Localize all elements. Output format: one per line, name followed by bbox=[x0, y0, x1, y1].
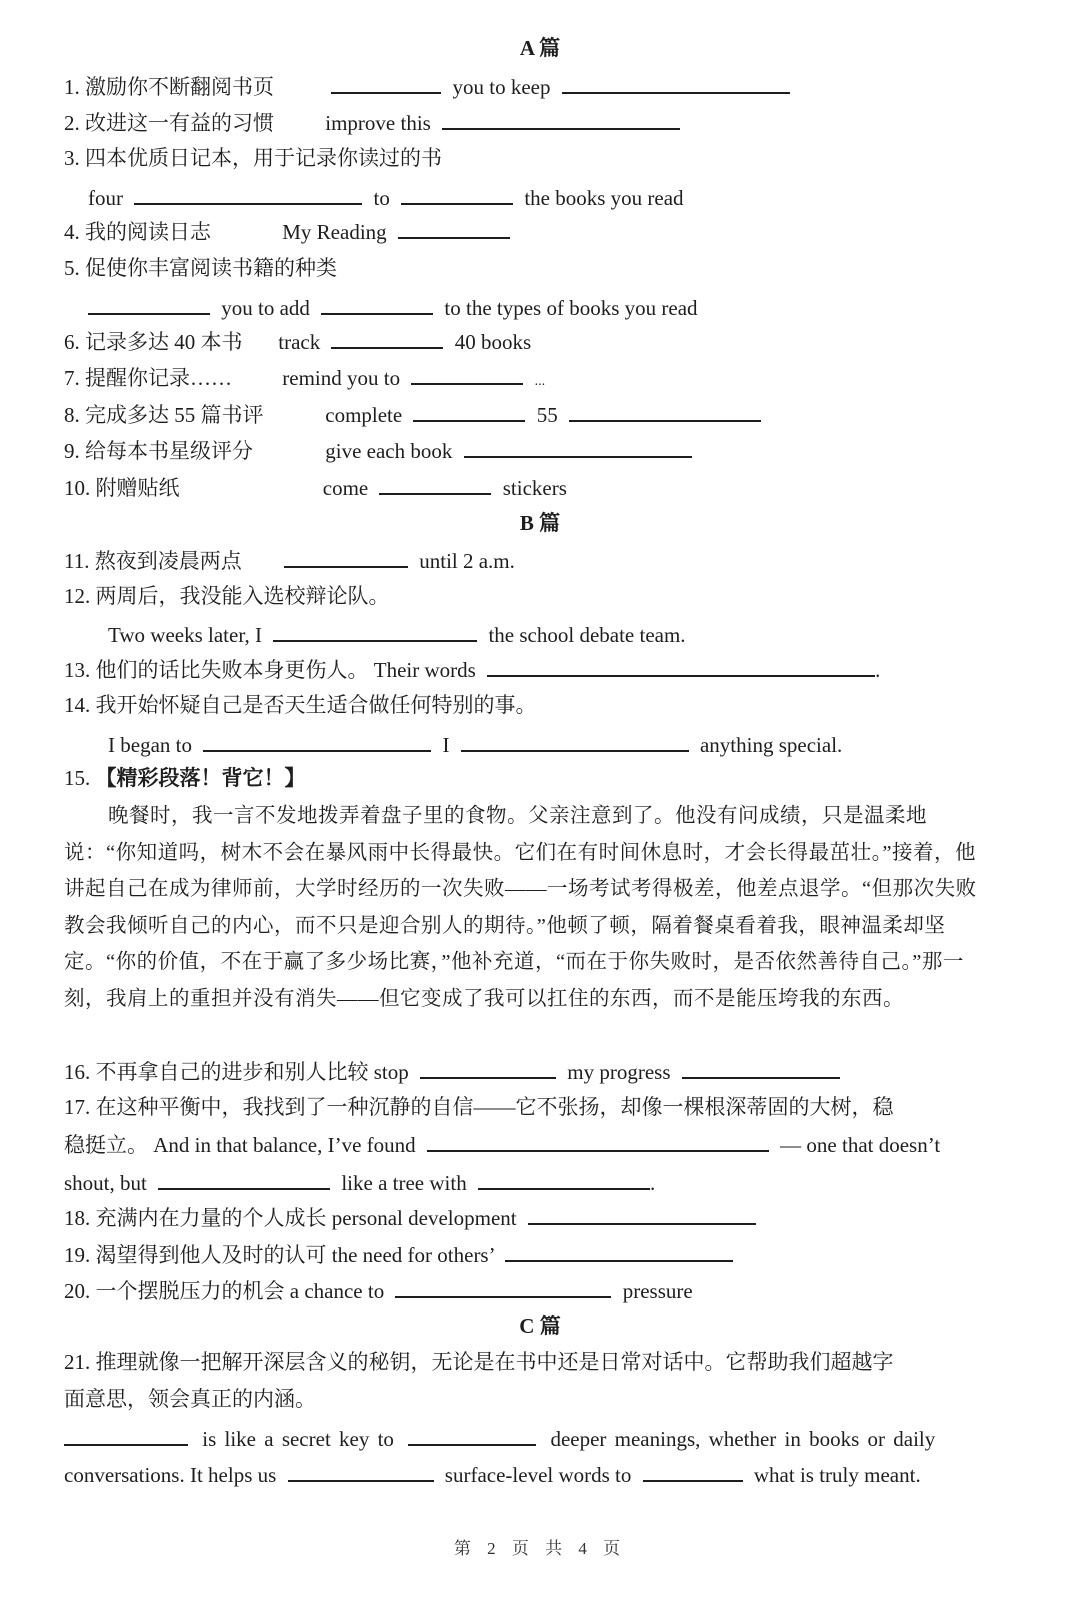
blank-input[interactable] bbox=[569, 400, 761, 422]
question-20: 20. 一个摆脱压力的机会 a chance to pressure bbox=[64, 1276, 693, 1305]
blank-input[interactable] bbox=[464, 436, 692, 458]
question-2: 2. 改进这一有益的习惯 improve this bbox=[64, 108, 686, 137]
blank-input[interactable] bbox=[273, 620, 477, 642]
question-12: 12. 两周后，我没能入选校辩论队。 bbox=[64, 584, 390, 608]
blank-input[interactable] bbox=[284, 546, 408, 568]
question-17-english-1: 稳挺立。 And in that balance, I’ve found — one that doesn’t bbox=[64, 1130, 940, 1159]
question-3: 3. 四本优质日记本，用于记录你读过的书 bbox=[64, 146, 442, 170]
section-c-heading: C 篇 bbox=[519, 1314, 561, 1338]
question-14: 14. 我开始怀疑自己是否天生适合做任何特别的事。 bbox=[64, 693, 537, 717]
page-number: 第 2 页 共 4 页 bbox=[453, 1539, 627, 1558]
blank-input[interactable] bbox=[64, 1424, 188, 1446]
blank-input[interactable] bbox=[478, 1168, 650, 1190]
blank-input[interactable] bbox=[401, 183, 513, 205]
question-3-english: four to the books you read bbox=[88, 183, 684, 212]
blank-input[interactable] bbox=[487, 655, 875, 677]
question-19: 19. 渴望得到他人及时的认可 the need for others’ bbox=[64, 1240, 739, 1269]
question-11: 11. 熬夜到凌晨两点 until 2 a.m. bbox=[64, 546, 515, 575]
question-9: 9. 给每本书星级评分 give each book bbox=[64, 436, 698, 465]
blank-input[interactable] bbox=[331, 72, 441, 94]
blank-input[interactable] bbox=[442, 108, 680, 130]
blank-input[interactable] bbox=[203, 730, 431, 752]
blank-input[interactable] bbox=[395, 1276, 611, 1298]
question-4: 4. 我的阅读日志 My Reading bbox=[64, 217, 516, 246]
blank-input[interactable] bbox=[413, 400, 525, 422]
question-21: 21. 推理就像一把解开深层含义的秘钥，无论是在书中还是日常对话中。它帮助我们超越字 bbox=[64, 1350, 894, 1374]
question-5-english: you to add to the types of books you read bbox=[88, 293, 698, 322]
blank-input[interactable] bbox=[528, 1203, 756, 1225]
section-b-heading: B 篇 bbox=[519, 511, 561, 535]
question-21-cn-cont: 面意思，领会真正的内涵。 bbox=[64, 1387, 316, 1411]
model-paragraph: 晚餐时，我一言不发地拨弄着盘子里的食物。父亲注意到了。他没有问成绩，只是温柔地说：“你知道吗，树木不会在暴风雨中长得最快。它们在有时间休息时，才会长得最茁壮。”接着，他讲起自己在成为律师前，大学时经历的一次失败——一场考试考得极差，他差点退学。“但那次失败教会我倾听自己的内心，而不只是迎合别人的期待。”他顿了顿，隔着餐桌看着我，眼神温柔却坚定。“你的价值，不在于赢了多少场比赛，”他补充道，“而在于你失败时，是否依然善待自己。”那一刻，我肩上的重担并没有消失——但它变成了我可以扛住的东西，而不是能压垮我的东西。 bbox=[64, 805, 977, 1010]
question-5: 5. 促使你丰富阅读书籍的种类 bbox=[64, 256, 337, 280]
question-8: 8. 完成多达 55 篇书评 complete 55 bbox=[64, 400, 767, 429]
blank-input[interactable] bbox=[288, 1460, 434, 1482]
blank-input[interactable] bbox=[88, 293, 210, 315]
blank-input[interactable] bbox=[331, 327, 443, 349]
blank-input[interactable] bbox=[408, 1424, 536, 1446]
blank-input[interactable] bbox=[321, 293, 433, 315]
blank-input[interactable] bbox=[562, 72, 790, 94]
question-14-english: I began to I anything special. bbox=[108, 730, 842, 759]
question-21-english-2: conversations. It helps us surface-level words to what is truly meant. bbox=[64, 1460, 921, 1489]
question-12-english: Two weeks later, I the school debate team. bbox=[108, 620, 686, 649]
blank-input[interactable] bbox=[505, 1240, 733, 1262]
question-18: 18. 充满内在力量的个人成长 personal development bbox=[64, 1203, 762, 1232]
blank-input[interactable] bbox=[398, 217, 510, 239]
question-15: 15. 【精彩段落！背它！】 bbox=[64, 766, 306, 790]
blank-input[interactable] bbox=[158, 1168, 330, 1190]
question-17: 17. 在这种平衡中，我找到了一种沉静的自信——它不张扬，却像一棵根深蒂固的大树，稳 bbox=[64, 1095, 894, 1119]
question-17-english-2: shout, but like a tree with . bbox=[64, 1168, 655, 1197]
blank-input[interactable] bbox=[411, 363, 523, 385]
question-21-english-1: is like a secret key to deeper meanings, whether in books or daily bbox=[64, 1424, 935, 1453]
question-16: 16. 不再拿自己的进步和别人比较 stop my progress bbox=[64, 1057, 846, 1086]
question-6: 6. 记录多达 40 本书 track 40 books bbox=[64, 327, 531, 356]
blank-input[interactable] bbox=[379, 473, 491, 495]
blank-input[interactable] bbox=[682, 1057, 840, 1079]
question-7: 7. 提醒你记录…… remind you to ... bbox=[64, 363, 545, 396]
question-13: 13. 他们的话比失败本身更伤人。 Their words . bbox=[64, 655, 880, 684]
blank-input[interactable] bbox=[643, 1460, 743, 1482]
blank-input[interactable] bbox=[134, 183, 362, 205]
question-10: 10. 附赠贴纸 come stickers bbox=[64, 473, 567, 502]
blank-input[interactable] bbox=[420, 1057, 556, 1079]
section-a-heading: A 篇 bbox=[519, 36, 561, 60]
blank-input[interactable] bbox=[461, 730, 689, 752]
question-1: 1. 激励你不断翻阅书页 you to keep bbox=[64, 72, 796, 101]
blank-input[interactable] bbox=[427, 1130, 769, 1152]
